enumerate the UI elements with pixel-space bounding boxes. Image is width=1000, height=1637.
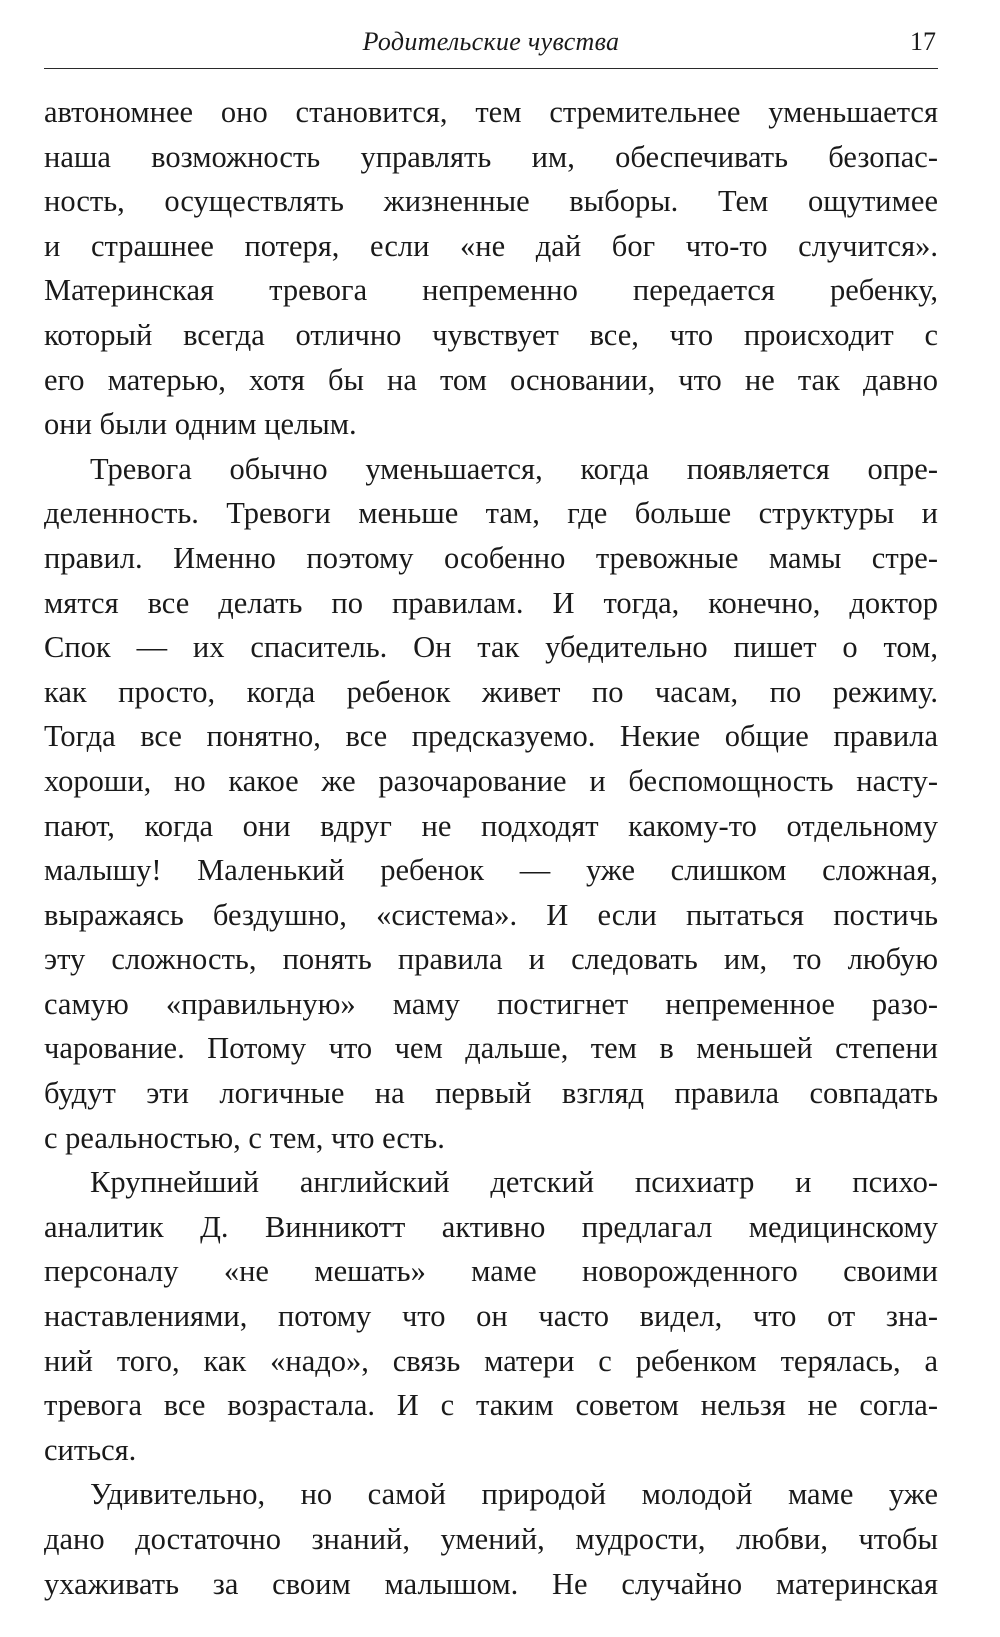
text-line: деленность. Тревоги меньше там, где больше структуры и [44, 496, 938, 531]
paragraph [44, 1472, 938, 1606]
text-line: Материнская тревога непременно передается ребенку, [44, 273, 938, 308]
text-line: дано достаточно знаний, умений, мудрости, любви, чтобы [44, 1522, 938, 1556]
text-line: тревога все возрастала. И с таким советом нельзя не согла- [44, 1388, 938, 1423]
text-line: хороши, но какое же разочарование и беспомощность насту- [44, 763, 938, 798]
text-line: ний того, как «надо», связь матери с ребенком терялась, а [44, 1343, 938, 1378]
text-line: будут эти логичные на первый взгляд правила совпадать [44, 1076, 938, 1111]
text-line: ситься. [44, 1432, 137, 1467]
header-rule [44, 68, 938, 69]
text-line: они были одним целым. [44, 407, 357, 442]
text-line: и страшнее потеря, если «не дай бог что-то случится». [44, 228, 938, 263]
body-text [44, 90, 938, 1606]
paragraph [44, 1160, 938, 1472]
text-line: Тогда все понятно, все предсказуемо. Некие общие правила [44, 719, 938, 754]
text-line: Спок — их спаситель. Он так убедительно пишет о том, [44, 630, 938, 665]
text-line: автономнее оно становится, тем стремительнее уменьшается [44, 95, 938, 129]
book-page [44, 0, 938, 1637]
running-title: Родительские чувства [362, 27, 620, 56]
running-header [44, 24, 938, 64]
text-line: Удивительно, но самой природой молодой маме уже [90, 1477, 938, 1512]
text-line: пают, когда они вдруг не подходят какому-то отдельному [44, 808, 938, 843]
text-line: наставлениями, потому что он часто видел, что от зна- [44, 1299, 938, 1334]
text-line: Тревога обычно уменьшается, когда появляется опре- [90, 451, 938, 486]
text-line: персоналу «не мешать» маме новорожденного своими [44, 1254, 938, 1289]
paragraph [44, 447, 938, 1161]
text-line: правил. Именно поэтому особенно тревожные мамы стре- [44, 540, 938, 575]
text-line: самую «правильную» маму постигнет непременное разо- [44, 986, 938, 1021]
text-line: чарование. Потому что чем дальше, тем в меньшей степени [44, 1031, 938, 1066]
text-line: аналитик Д. Винникотт активно предлагал медицинскому [44, 1209, 938, 1244]
text-line: который всегда отлично чувствует все, что происходит с [44, 317, 938, 352]
text-line: его матерью, хотя бы на том основании, что не так давно [44, 362, 938, 397]
text-line: с реальностью, с тем, что есть. [44, 1120, 445, 1155]
page-number: 17 [910, 27, 936, 56]
text-line: выражаясь бездушно, «система». И если пытаться постичь [44, 897, 938, 932]
text-line: мятся все делать по правилам. И тогда, конечно, доктор [44, 585, 938, 620]
text-line: ухаживать за своим малышом. Не случайно материнская [44, 1566, 938, 1601]
text-line: малышу! Маленький ребенок — уже слишком сложная, [44, 853, 938, 888]
text-line: эту сложность, понять правила и следовать им, то любую [44, 942, 938, 977]
paragraph [44, 90, 938, 447]
text-line: ность, осуществлять жизненные выборы. Тем ощутимее [44, 184, 938, 219]
text-line: наша возможность управлять им, обеспечивать безопас- [44, 139, 938, 174]
text-line: как просто, когда ребенок живет по часам, по режиму. [44, 674, 938, 709]
text-line: Крупнейший английский детский психиатр и психо- [90, 1165, 938, 1200]
